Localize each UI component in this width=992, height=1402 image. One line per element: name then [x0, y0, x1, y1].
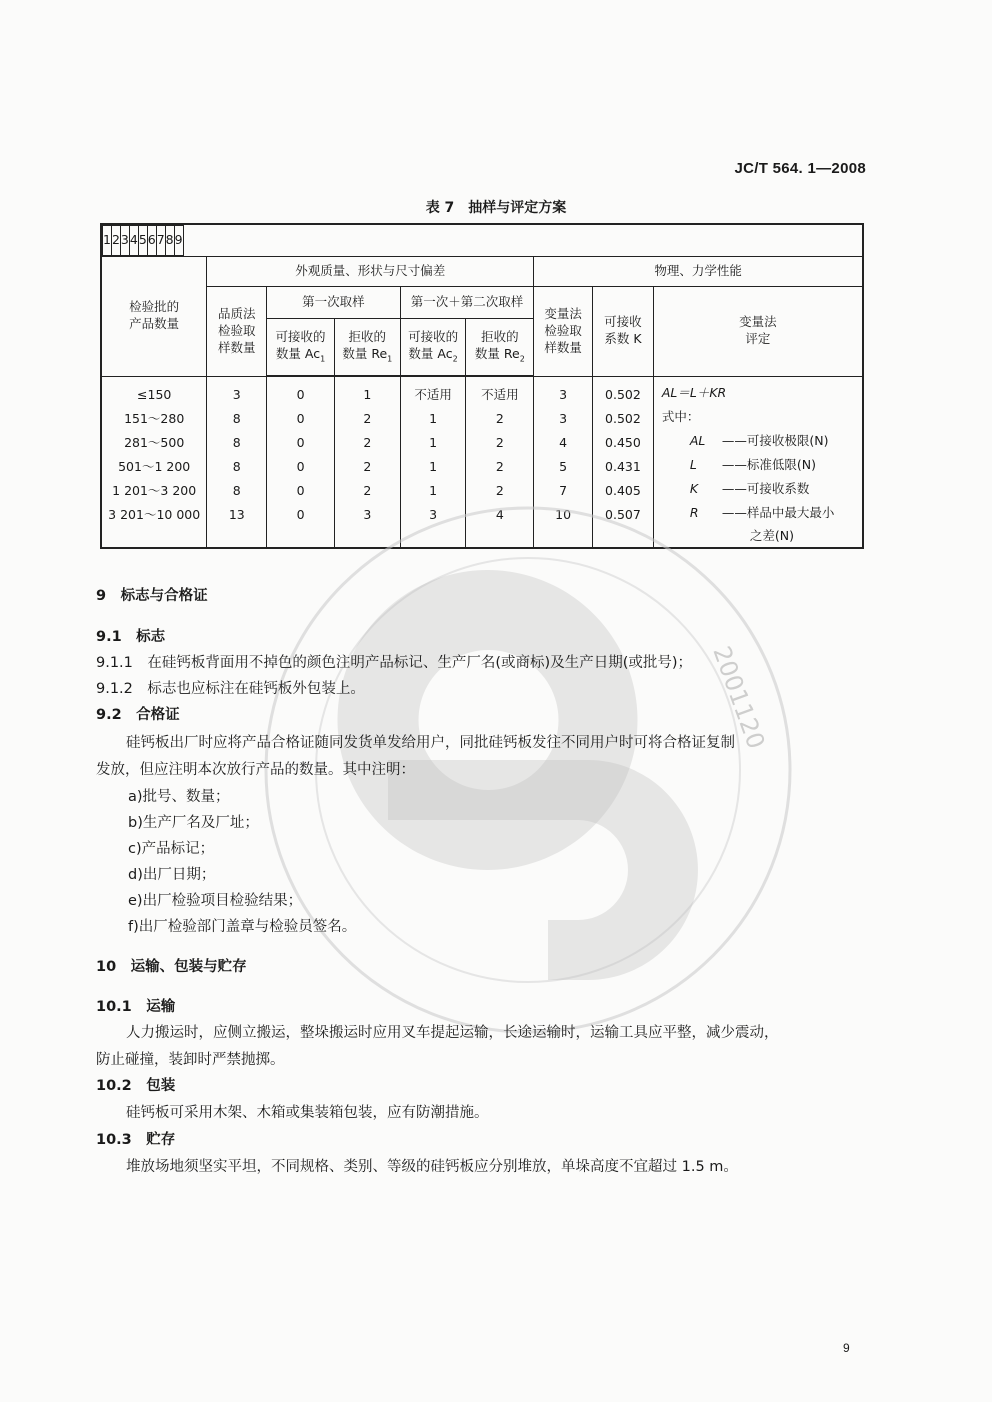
formula-def: L ——标准低限(N) — [689, 456, 816, 472]
formula-def: AL ——可接收极限(N) — [689, 432, 829, 448]
table-cell-re1: 3 — [363, 507, 372, 522]
table-title: 表 7 抽样与评定方案 — [425, 200, 567, 216]
list-item: b)生产厂名及厂址； — [128, 815, 259, 831]
table-cell-re1: 2 — [363, 435, 372, 450]
second-sampling-header: 第一次＋第二次取样 — [400, 287, 534, 319]
table-cell-ac1: 0 — [296, 435, 305, 450]
paragraph-10-1-line1: 人力搬运时，应侧立搬运，整垛搬运时应用叉车提起运输，长途运输时，运输工具应平整，减少震动， — [126, 1025, 779, 1041]
paragraph-10-3: 堆放场地须坚实平坦，不同规格、类别、等级的硅钙板应分别堆放，单垛高度不宜超过 1.5 m。 — [126, 1159, 738, 1175]
first-sampling-header: 第一次取样 — [267, 287, 401, 319]
section-10-2-heading: 10.2 包装 — [96, 1078, 176, 1094]
formula-def: K ——可接收系数 — [689, 480, 810, 496]
table-cell-ac2: 1 — [429, 459, 438, 474]
table-cell-ac2: 3 — [429, 507, 438, 522]
col-num: 3 — [120, 226, 129, 256]
table-cell-k: 0.431 — [605, 458, 641, 474]
lot-size-header: 检验批的 产品数量 — [101, 257, 207, 377]
table-cell-n: 8 — [232, 482, 241, 498]
col-num: 9 — [174, 226, 183, 256]
table-cell-k: 0.405 — [605, 482, 641, 498]
table-cell-vn: 4 — [559, 434, 568, 450]
table-cell-lot: 151～280 — [124, 410, 185, 426]
table-cell-k: 0.502 — [605, 386, 641, 402]
col-num: 7 — [156, 226, 165, 256]
k-factor-header: 可接收 系数 K — [593, 287, 654, 377]
table-cell-k: 0.507 — [605, 506, 641, 522]
col-num: 5 — [138, 226, 147, 256]
table-cell-re2: 不适用 — [481, 387, 519, 402]
table-cell-lot: ≤150 — [137, 386, 172, 402]
formula-def: R ——样品中最大最小 — [689, 504, 835, 520]
table-cell-ac2: 1 — [429, 435, 438, 450]
ac2-header: 可接收的 数量 $Ac_2$ — [400, 319, 466, 377]
paragraph-9-2-line2: 发放，但应注明本次放行产品的数量。其中注明： — [96, 762, 415, 778]
table-cell-ac1: 0 — [296, 507, 305, 522]
formula-where: 式中： — [661, 408, 700, 424]
attr-sample-size-header: 品质法 检验取 样数量 — [207, 287, 267, 377]
table-cell-ac1: 0 — [296, 459, 305, 474]
table-cell-lot: 281～500 — [124, 434, 185, 450]
table-cell-ac1: 0 — [296, 483, 305, 498]
table-cell-lot: 1 201～3 200 — [112, 482, 197, 498]
table-cell-ac1: 0 — [296, 387, 305, 402]
table-cell-re2: 2 — [495, 435, 504, 450]
appearance-group-header: 外观质量、形状与尺寸偏差 — [207, 257, 534, 287]
standard-code: JC/T 564. 1—2008 — [734, 160, 866, 177]
table-cell-re2: 2 — [495, 459, 504, 474]
var-sample-size-header: 变量法 检验取 样数量 — [534, 287, 593, 377]
section-10-heading: 10 运输、包装与贮存 — [96, 959, 247, 975]
table-cell-vn: 3 — [559, 386, 568, 402]
section-10-3-heading: 10.3 贮存 — [96, 1132, 176, 1148]
clause-9-1-1: 9.1.1 在硅钙板背面用不掉色的颜色注明产品标记、生产厂名(或商标)及生产日期(或批号)； — [96, 655, 693, 671]
table-cell-n: 13 — [228, 506, 245, 522]
paragraph-10-1-line2: 防止碰撞，装卸时严禁抛掷。 — [96, 1052, 285, 1068]
table-cell-re1: 2 — [363, 459, 372, 474]
table-cell-re1: 1 — [363, 387, 372, 402]
list-item: a)批号、数量； — [128, 789, 230, 805]
formula-def-continued: 之差(N) — [749, 527, 794, 543]
table-cell-n: 8 — [232, 434, 241, 450]
list-item: f)出厂检验部门盖章与检验员签名。 — [128, 919, 357, 935]
table-cell-re2: 2 — [495, 411, 504, 426]
document-body — [96, 0, 872, 1402]
table-cell-vn: 5 — [559, 458, 568, 474]
table-cell-ac2: 1 — [429, 411, 438, 426]
table-cell-k: 0.502 — [605, 410, 641, 426]
list-item: d)出厂日期； — [128, 867, 216, 883]
section-9-1-heading: 9.1 标志 — [96, 629, 166, 645]
table-cell-lot: 501～1 200 — [118, 458, 191, 474]
table-cell-re2: 4 — [495, 507, 504, 522]
section-10-1-heading: 10.1 运输 — [96, 999, 176, 1015]
var-evaluation-header: 变量法 评定 — [653, 287, 863, 377]
table-cell-ac1: 0 — [296, 411, 305, 426]
re1-header: 拒收的 数量 $Re_1$ — [334, 319, 400, 377]
page-number: 9 — [843, 1341, 850, 1355]
paragraph-10-2: 硅钙板可采用木架、木箱或集装箱包装，应有防潮措施。 — [126, 1105, 489, 1121]
table-cell-ac2: 1 — [429, 483, 438, 498]
physical-group-header: 物理、力学性能 — [534, 257, 863, 287]
table-cell-vn: 10 — [555, 506, 572, 522]
re2-header: 拒收的 数量 $Re_2$ — [466, 319, 534, 377]
table-cell-re2: 2 — [495, 483, 504, 498]
section-9-heading: 9 标志与合格证 — [96, 588, 208, 604]
table-cell-vn: 7 — [559, 482, 568, 498]
col-num: 1 — [103, 226, 112, 256]
table-cell-n: 8 — [232, 458, 241, 474]
list-item: e)出厂检验项目检验结果； — [128, 893, 303, 909]
col-num: 2 — [111, 226, 120, 256]
clause-9-1-2: 9.1.2 标志也应标注在硅钙板外包装上。 — [96, 681, 365, 697]
table-cell-lot: 3 201～10 000 — [108, 506, 201, 522]
table-cell-ac2: 不适用 — [414, 387, 452, 402]
table-cell-n: 3 — [232, 386, 241, 402]
ac1-header: 可接收的 数量 $Ac_1$ — [267, 319, 335, 377]
watermark-digits: 2001120 — [707, 642, 771, 753]
col-num: 4 — [129, 226, 138, 256]
section-9-2-heading: 9.2 合格证 — [96, 707, 180, 723]
col-num: 8 — [165, 226, 174, 256]
formula-main: AL＝L＋KR — [661, 384, 727, 400]
col-num: 6 — [147, 226, 156, 256]
table-cell-k: 0.450 — [605, 434, 641, 450]
table-cell-re1: 2 — [363, 483, 372, 498]
table-cell-vn: 3 — [559, 410, 568, 426]
table-cell-n: 8 — [232, 410, 241, 426]
paragraph-9-2-line1: 硅钙板出厂时应将产品合格证随同发货单发给用户，同批硅钙板发往不同用户时可将合格证复制 — [126, 735, 735, 751]
table-cell-re1: 2 — [363, 411, 372, 426]
list-item: c)产品标记； — [128, 841, 215, 857]
